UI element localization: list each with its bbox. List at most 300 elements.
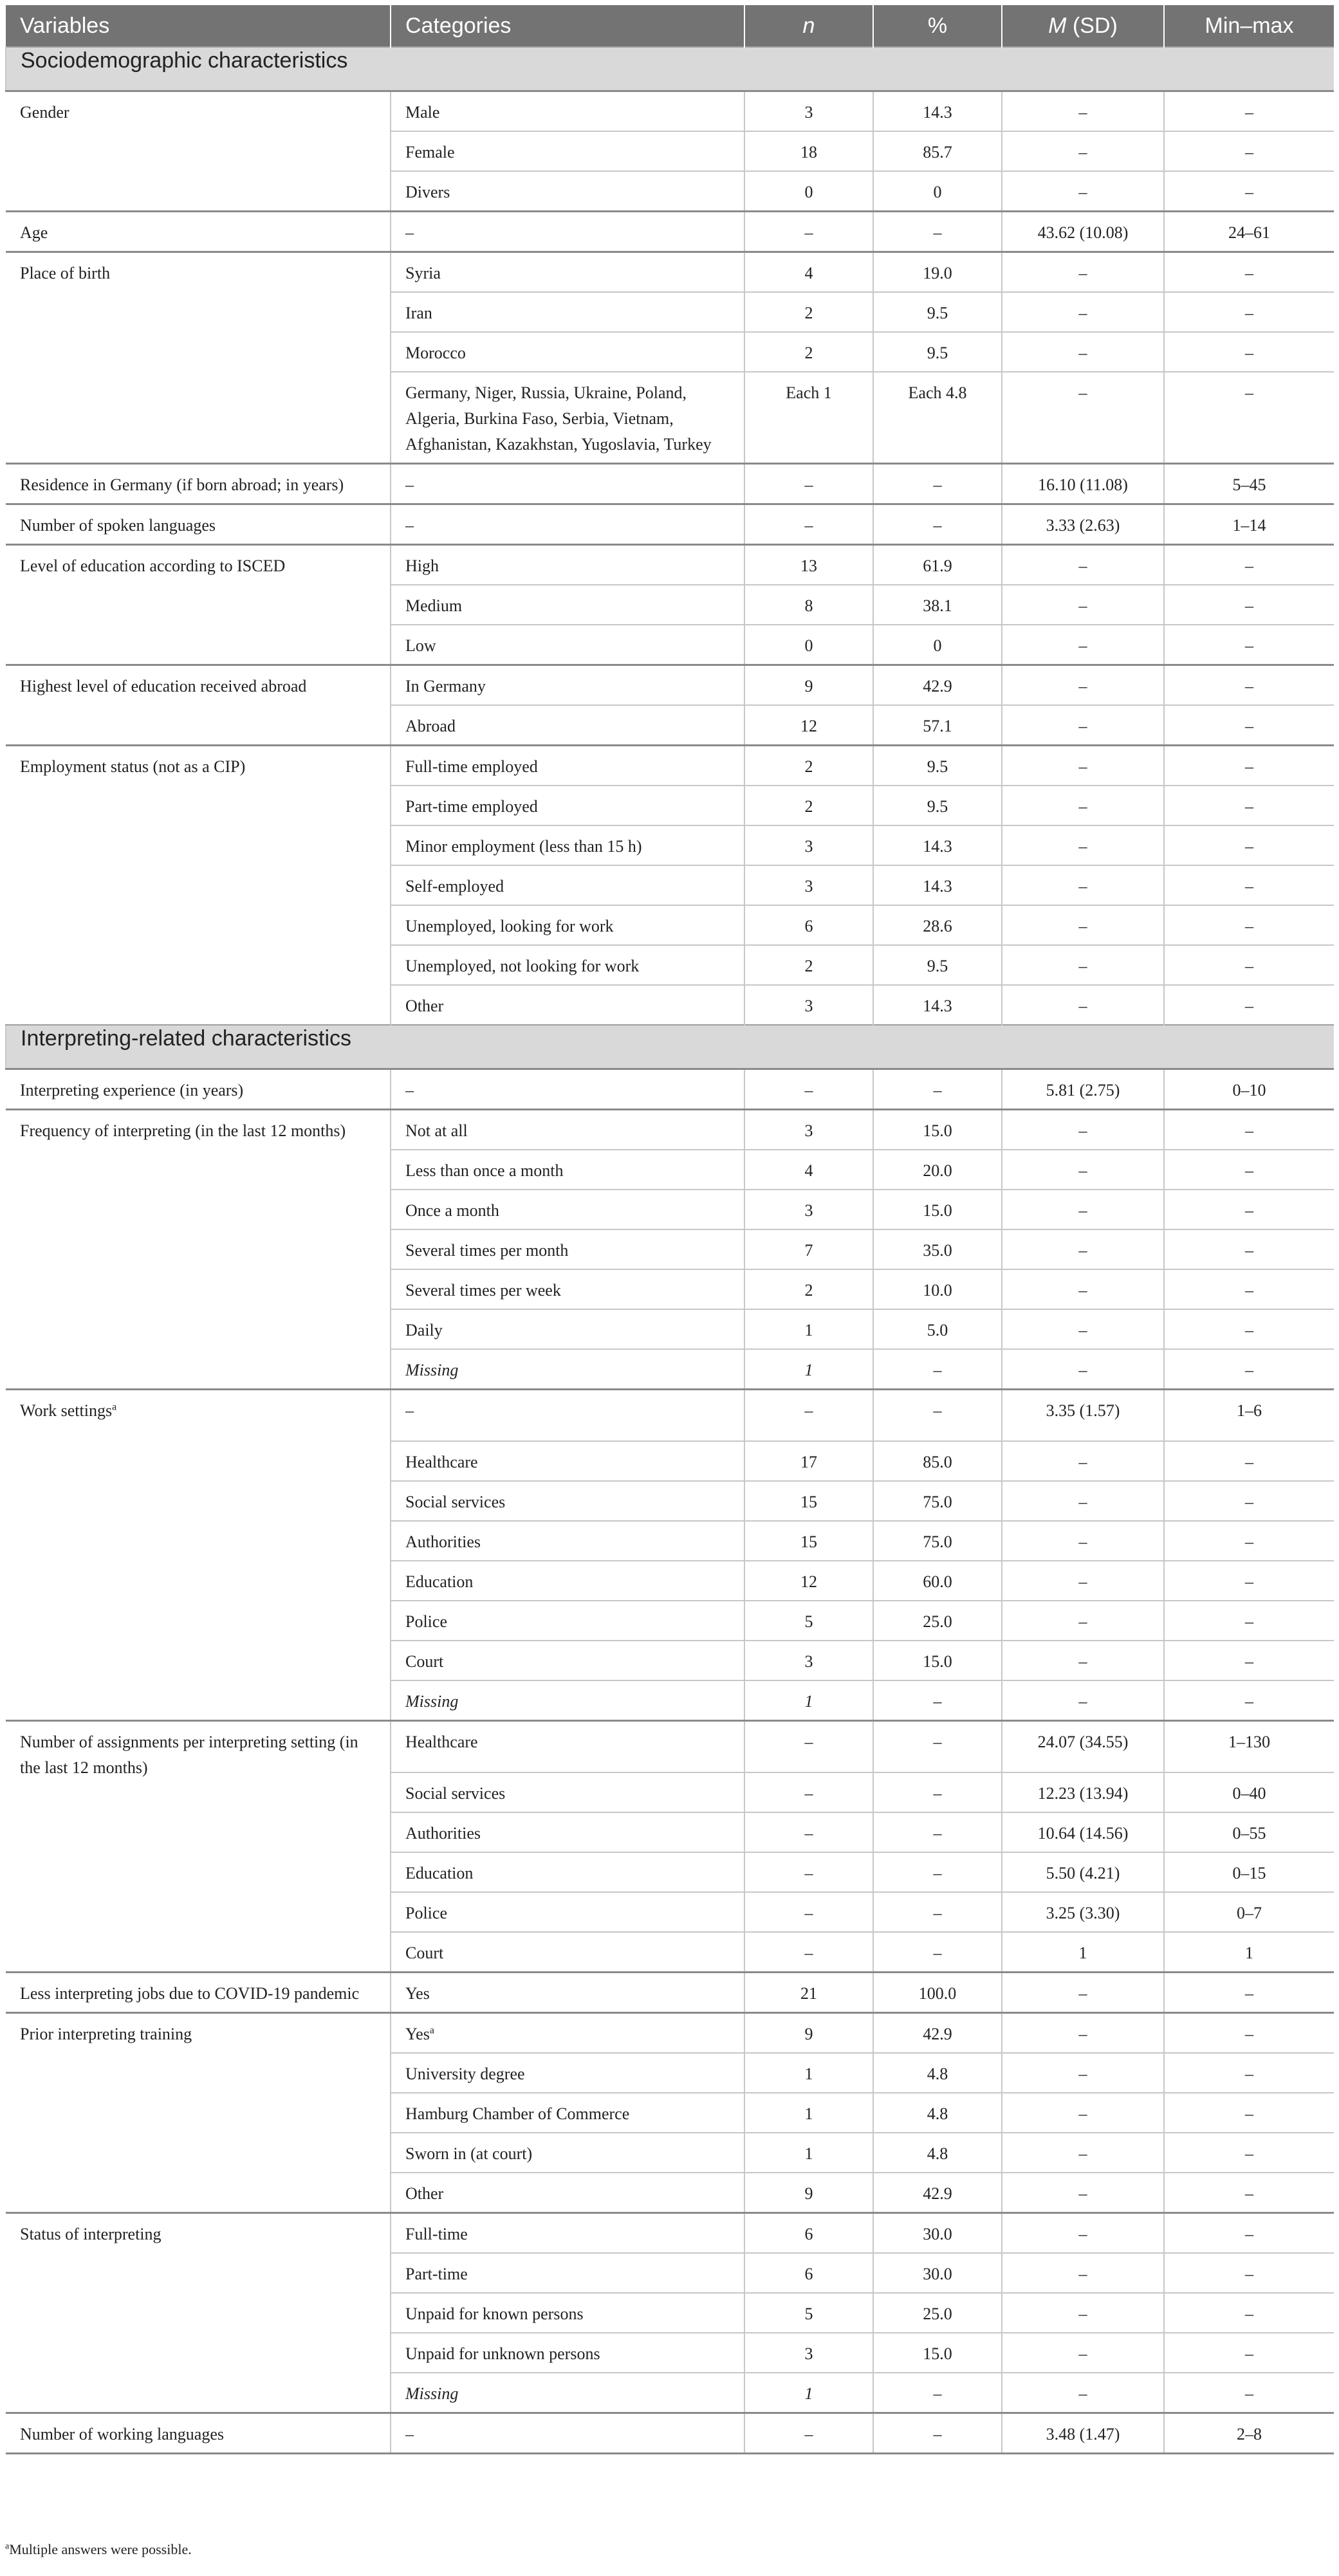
min-max-cell (1164, 1721, 1334, 1773)
cell-text: 14.3 (923, 103, 952, 122)
cell-text: 3 (804, 2344, 813, 2363)
percent-cell (873, 1229, 1002, 1269)
category-cell (391, 2053, 744, 2093)
cell-text: – (1078, 877, 1087, 896)
cell-text: 19.0 (923, 264, 952, 282)
mean-sd-cell (1002, 2333, 1164, 2373)
cell-text: Full-time employed (405, 757, 538, 776)
variable-cell (6, 2213, 391, 2413)
cell-text: Healthcare (405, 1733, 478, 1751)
cell-text: – (1245, 1532, 1253, 1551)
min-max-cell (1164, 1812, 1334, 1852)
mean-sd-cell (1002, 585, 1164, 625)
cell-text: 2 (804, 1281, 813, 1300)
table-row (6, 2413, 1334, 2454)
percent-cell (873, 1852, 1002, 1892)
n-cell (744, 905, 873, 945)
category-cell (391, 1601, 744, 1641)
cell-text: – (933, 1944, 942, 1962)
cell-text: – (1078, 837, 1087, 856)
variable-cell (6, 2013, 391, 2213)
cell-text: – (933, 1692, 942, 1711)
variable-label: Age (20, 223, 48, 242)
cell-text: 1 (804, 2065, 813, 2083)
variable-cell (6, 1390, 391, 1721)
n-cell (744, 625, 873, 665)
cell-text: 5.50 (4.21) (1046, 1864, 1120, 1882)
category-cell (391, 2173, 744, 2213)
cell-text: – (1245, 1493, 1253, 1511)
cell-text: – (1245, 2344, 1253, 2363)
cell-text: – (1245, 2144, 1253, 2163)
n-cell (744, 1812, 873, 1852)
cell-text: Education (405, 1572, 474, 1591)
percent-cell (873, 1892, 1002, 1932)
cell-text: Court (405, 1652, 444, 1671)
variable-cell (6, 2413, 391, 2454)
footnote-marker: a (112, 1401, 117, 1413)
cell-text: – (1245, 103, 1253, 122)
category-cell (391, 905, 744, 945)
category-cell (391, 2213, 744, 2254)
category-cell (391, 2013, 744, 2054)
cell-text: 1 (1245, 1944, 1253, 1962)
min-max-cell (1164, 1852, 1334, 1892)
category-cell (391, 212, 744, 252)
n-cell (744, 1772, 873, 1812)
mean-sd-cell (1002, 504, 1164, 545)
min-max-cell (1164, 2373, 1334, 2413)
cell-text: 4 (804, 264, 813, 282)
cell-text: Police (405, 1904, 447, 1922)
min-max-cell (1164, 1641, 1334, 1680)
cell-text: 12 (800, 717, 817, 735)
mean-sd-cell (1002, 464, 1164, 504)
cell-text: – (1245, 1572, 1253, 1591)
cell-text: Each 4.8 (908, 383, 967, 402)
n-cell (744, 91, 873, 132)
cell-text: Minor employment (less than 15 h) (405, 837, 642, 856)
category-cell (391, 625, 744, 665)
cell-text: – (1078, 1612, 1087, 1631)
percent-cell (873, 1561, 1002, 1601)
cell-text: – (1078, 344, 1087, 362)
percent-cell (873, 2413, 1002, 2454)
min-max-cell (1164, 905, 1334, 945)
cell-text: 6 (804, 917, 813, 935)
mean-sd-cell (1002, 1641, 1164, 1680)
header-percent: % (873, 5, 1002, 47)
category-cell (391, 2293, 744, 2333)
cell-text: 3 (804, 997, 813, 1015)
cell-text: – (804, 1081, 813, 1099)
cell-text: – (1245, 1161, 1253, 1180)
percent-cell (873, 985, 1002, 1025)
cell-text: – (405, 1081, 414, 1099)
table-row (6, 464, 1334, 504)
cell-text: 35.0 (923, 1241, 952, 1260)
table-row (6, 746, 1334, 786)
variable-label: Status of interpreting (20, 2225, 162, 2243)
variable-label: Number of working languages (20, 2425, 224, 2443)
cell-text: – (1078, 2025, 1087, 2043)
category-cell (391, 1190, 744, 1229)
cell-text: – (804, 2425, 813, 2443)
percent-cell (873, 2293, 1002, 2333)
cell-text: – (1245, 917, 1253, 935)
percent-cell (873, 2253, 1002, 2293)
cell-text: – (1078, 2265, 1087, 2283)
cell-text: 57.1 (923, 717, 952, 735)
cell-text: 12 (800, 1572, 817, 1591)
cell-text: – (1245, 1201, 1253, 1220)
mean-sd-cell (1002, 2253, 1164, 2293)
min-max-cell (1164, 2253, 1334, 2293)
min-max-cell (1164, 131, 1334, 171)
table-row (6, 1973, 1334, 2013)
n-cell (744, 746, 873, 786)
variable-label: Work settings (20, 1401, 113, 1420)
cell-text: Yes (405, 2025, 430, 2043)
percent-cell (873, 945, 1002, 985)
footnote-marker: a (429, 2025, 434, 2036)
cell-text: – (933, 2425, 942, 2443)
min-max-cell (1164, 2173, 1334, 2213)
cell-text: Female (405, 143, 455, 161)
cell-text: – (804, 1944, 813, 1962)
category-cell (391, 1641, 744, 1680)
min-max-cell (1164, 1229, 1334, 1269)
percent-cell (873, 1309, 1002, 1349)
cell-text: – (933, 2384, 942, 2403)
percent-cell (873, 212, 1002, 252)
cell-text: – (1078, 997, 1087, 1015)
category-cell (391, 1812, 744, 1852)
mean-sd-cell (1002, 905, 1164, 945)
cell-text: – (1245, 1612, 1253, 1631)
cell-text: 85.7 (923, 143, 952, 161)
cell-text: In Germany (405, 677, 486, 695)
cell-text: Several times per week (405, 1281, 561, 1300)
mean-sd-cell (1002, 1521, 1164, 1561)
n-cell (744, 1309, 873, 1349)
mean-sd-cell (1002, 985, 1164, 1025)
n-cell (744, 1521, 873, 1561)
cell-text: Police (405, 1612, 447, 1631)
cell-text: 0 (933, 183, 942, 201)
min-max-cell (1164, 945, 1334, 985)
n-cell (744, 1069, 873, 1110)
cell-text: – (1245, 596, 1253, 615)
n-cell (744, 825, 873, 865)
percent-cell (873, 1349, 1002, 1390)
cell-text: – (933, 223, 942, 242)
category-cell (391, 786, 744, 825)
cell-text: Syria (405, 264, 441, 282)
cell-text: 1 (804, 2144, 813, 2163)
cell-text: Abroad (405, 717, 456, 735)
cell-text: 42.9 (923, 2025, 952, 2043)
n-cell (744, 945, 873, 985)
cell-text: 2 (804, 957, 813, 975)
category-cell (391, 1349, 744, 1390)
category-cell (391, 252, 744, 293)
min-max-cell (1164, 2413, 1334, 2454)
cell-text: – (1078, 2305, 1087, 2323)
percent-cell (873, 1069, 1002, 1110)
n-cell (744, 1441, 873, 1481)
percent-cell (873, 1190, 1002, 1229)
cell-text: 75.0 (923, 1532, 952, 1551)
variable-cell (6, 1721, 391, 1973)
cell-text: 14.3 (923, 877, 952, 896)
n-cell (744, 464, 873, 504)
cell-text: Medium (405, 596, 463, 615)
cell-text: Less than once a month (405, 1161, 564, 1180)
min-max-cell (1164, 1069, 1334, 1110)
min-max-cell (1164, 1110, 1334, 1150)
mean-sd-cell (1002, 2093, 1164, 2133)
percent-cell (873, 1441, 1002, 1481)
n-cell (744, 2213, 873, 2254)
cell-text: – (1078, 1493, 1087, 1511)
min-max-cell (1164, 746, 1334, 786)
cell-text: – (1078, 677, 1087, 695)
n-cell (744, 292, 873, 332)
cell-text: – (1245, 2305, 1253, 2323)
cell-text: Germany, Niger, Russia, Ukraine, Poland, Algeria, Burkina Faso, Serbia, Vietnam, Afghanistan, Kazakhstan, Yugoslavia, Turkey (405, 383, 712, 454)
cell-text: 5 (804, 2305, 813, 2323)
cell-text: – (1245, 2225, 1253, 2243)
cell-text: – (1245, 1121, 1253, 1140)
mean-sd-cell (1002, 1269, 1164, 1309)
cell-text: – (405, 223, 414, 242)
cell-text: 5 (804, 1612, 813, 1631)
cell-text: – (804, 516, 813, 535)
min-max-cell (1164, 1481, 1334, 1521)
n-cell (744, 2413, 873, 2454)
mean-sd-cell (1002, 1721, 1164, 1773)
cell-text: – (1078, 2104, 1087, 2123)
category-cell (391, 945, 744, 985)
cell-text: 3.48 (1.47) (1046, 2425, 1120, 2443)
table-row (6, 1110, 1334, 1150)
mean-sd-cell (1002, 2053, 1164, 2093)
category-cell (391, 665, 744, 706)
cell-text: – (1245, 997, 1253, 1015)
table-row (6, 1069, 1334, 1110)
mean-sd-cell (1002, 1680, 1164, 1721)
percent-cell (873, 1110, 1002, 1150)
table-row (6, 2013, 1334, 2054)
cell-text: 1 (804, 2104, 813, 2123)
category-cell (391, 131, 744, 171)
mean-sd-cell (1002, 2373, 1164, 2413)
cell-text: 3 (804, 103, 813, 122)
table-row (6, 1721, 1334, 1773)
cell-text: Once a month (405, 1201, 499, 1220)
n-cell (744, 2013, 873, 2054)
category-cell (391, 91, 744, 132)
cell-text: Other (405, 997, 444, 1015)
min-max-cell (1164, 1973, 1334, 2013)
cell-text: – (1245, 1453, 1253, 1471)
cell-text: – (1078, 557, 1087, 575)
mean-sd-cell (1002, 171, 1164, 212)
cell-text: – (1245, 2384, 1253, 2403)
cell-text: – (933, 1733, 942, 1751)
n-cell (744, 1269, 873, 1309)
variable-label: Interpreting experience (in years) (20, 1081, 244, 1099)
category-cell (391, 1521, 744, 1561)
category-cell (391, 2133, 744, 2173)
cell-text: – (1245, 2065, 1253, 2083)
cell-text: Unpaid for known persons (405, 2305, 584, 2323)
cell-text: 2 (804, 344, 813, 362)
cell-text: – (1245, 837, 1253, 856)
mean-sd-cell (1002, 625, 1164, 665)
percent-cell (873, 1390, 1002, 1442)
category-cell (391, 1973, 744, 2013)
n-cell (744, 131, 873, 171)
cell-text: – (1078, 717, 1087, 735)
min-max-cell (1164, 1190, 1334, 1229)
cell-text: 1 (804, 2384, 813, 2403)
cell-text: 21 (800, 1984, 817, 2003)
percent-cell (873, 1680, 1002, 1721)
category-cell (391, 705, 744, 746)
cell-text: 9.5 (927, 757, 948, 776)
mean-sd-cell (1002, 1892, 1164, 1932)
n-cell (744, 504, 873, 545)
cell-text: 5–45 (1232, 475, 1266, 494)
variable-cell (6, 252, 391, 464)
category-cell (391, 825, 744, 865)
n-cell (744, 2293, 873, 2333)
cell-text: 28.6 (923, 917, 952, 935)
cell-text: – (1245, 2025, 1253, 2043)
table-row (6, 252, 1334, 293)
mean-sd-cell (1002, 1973, 1164, 2013)
category-cell (391, 1680, 744, 1721)
cell-text: 25.0 (923, 2305, 952, 2323)
cell-text: 12.23 (13.94) (1037, 1784, 1129, 1803)
cell-text: – (1245, 557, 1253, 575)
min-max-cell (1164, 1892, 1334, 1932)
cell-text: – (1078, 2225, 1087, 2243)
min-max-cell (1164, 332, 1334, 372)
mean-sd-cell (1002, 1481, 1164, 1521)
n-cell (744, 1349, 873, 1390)
mean-sd-cell (1002, 2173, 1164, 2213)
percent-cell (873, 705, 1002, 746)
percent-cell (873, 665, 1002, 706)
cell-text: 60.0 (923, 1572, 952, 1591)
percent-cell (873, 171, 1002, 212)
cell-text: 1 (1078, 1944, 1087, 1962)
percent-cell (873, 252, 1002, 293)
cell-text: 20.0 (923, 1161, 952, 1180)
cell-text: – (1078, 1361, 1087, 1379)
cell-text: 10.0 (923, 1281, 952, 1300)
variable-label: Number of assignments per interpreting setting (in the last 12 months) (20, 1733, 358, 1777)
cell-text: – (804, 1864, 813, 1882)
cell-text: 38.1 (923, 596, 952, 615)
cell-text: Education (405, 1864, 474, 1882)
percent-cell (873, 504, 1002, 545)
cell-text: 13 (800, 557, 817, 575)
cell-text: 15.0 (923, 1121, 952, 1140)
cell-text: Missing (405, 2384, 459, 2403)
mean-sd-cell (1002, 332, 1164, 372)
cell-text: – (1078, 2184, 1087, 2203)
mean-sd-cell (1002, 131, 1164, 171)
mean-sd-cell (1002, 1190, 1164, 1229)
section-title: Sociodemographic characteristics (6, 47, 1334, 91)
cell-text: – (933, 1361, 942, 1379)
min-max-cell (1164, 1441, 1334, 1481)
cell-text: – (804, 1784, 813, 1803)
cell-text: 3 (804, 1121, 813, 1140)
n-cell (744, 585, 873, 625)
table-body (6, 47, 1334, 2454)
cell-text: Unemployed, not looking for work (405, 957, 640, 975)
cell-text: 0 (804, 636, 813, 655)
cell-text: 15 (800, 1532, 817, 1551)
min-max-cell (1164, 1150, 1334, 1190)
percent-cell (873, 2373, 1002, 2413)
section-row-sociodemographic (6, 47, 1334, 91)
header-mean-sd: M (SD) (1002, 5, 1164, 47)
category-cell (391, 504, 744, 545)
cell-text: 14.3 (923, 997, 952, 1015)
min-max-cell (1164, 1269, 1334, 1309)
cell-text: 9 (804, 2025, 813, 2043)
percent-cell (873, 1150, 1002, 1190)
min-max-cell (1164, 2013, 1334, 2054)
percent-cell (873, 865, 1002, 905)
cell-text: 14.3 (923, 837, 952, 856)
cell-text: Morocco (405, 344, 466, 362)
category-cell (391, 545, 744, 585)
cell-text: – (1078, 757, 1087, 776)
n-cell (744, 2253, 873, 2293)
n-cell (744, 1680, 873, 1721)
table-row (6, 2213, 1334, 2254)
n-cell (744, 2093, 873, 2133)
cell-text: 100.0 (918, 1984, 957, 2003)
cell-text: – (1245, 1692, 1253, 1711)
cell-text: 0–10 (1232, 1081, 1266, 1099)
category-cell (391, 332, 744, 372)
category-cell (391, 2253, 744, 2293)
min-max-cell (1164, 171, 1334, 212)
cell-text: – (1245, 1281, 1253, 1300)
cell-text: Full-time (405, 2225, 468, 2243)
category-cell (391, 1069, 744, 1110)
mean-sd-cell (1002, 1441, 1164, 1481)
cell-text: – (1078, 1121, 1087, 1140)
cell-text: Iran (405, 304, 432, 322)
cell-text: – (1245, 957, 1253, 975)
min-max-cell (1164, 1772, 1334, 1812)
n-cell (744, 332, 873, 372)
mean-sd-cell (1002, 1229, 1164, 1269)
percent-cell (873, 1721, 1002, 1773)
cell-text: Divers (405, 183, 450, 201)
cell-text: 3 (804, 1652, 813, 1671)
mean-sd-cell (1002, 212, 1164, 252)
